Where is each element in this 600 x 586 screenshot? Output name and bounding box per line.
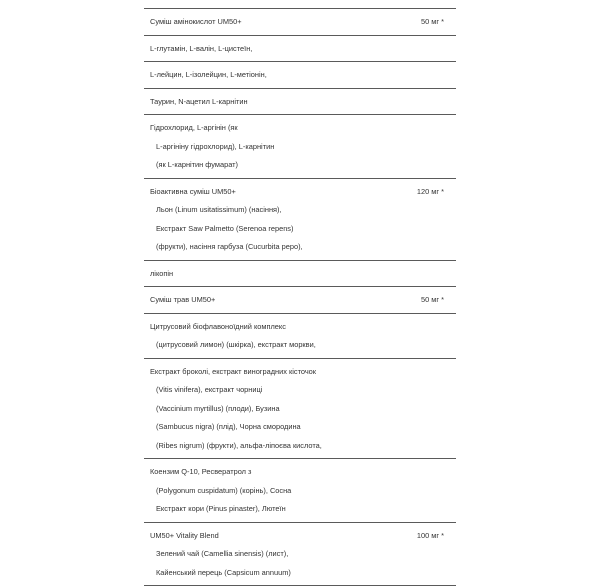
ingredient-text: L-аргініну гідрохлорид), L-карнітин <box>144 138 456 157</box>
amount-value: 100 мг * <box>417 527 444 546</box>
ingredient-text: L-лейцин, L-ізолейцин, L-метіонін, <box>144 66 456 85</box>
ingredient-text: Біоактивна суміш UM50+ <box>144 183 456 202</box>
table-row <box>144 62 456 89</box>
ingredient-text: L-глутамін, L-валін, L-цистеїн, <box>144 40 456 59</box>
ingredient-text: Зелений чай (Camellia sinensis) (лист), <box>144 545 456 564</box>
ingredient-text: (Polygonum cuspidatum) (корінь), Сосна <box>144 482 456 501</box>
ingredient-text: (Sambucus nigra) (плід), Чорна смородина <box>144 418 456 437</box>
ingredient-text: Кайенський перець (Capsicum annuum) <box>144 564 456 583</box>
ingredient-text: Цитрусовий біофлавоноїдний комплекс <box>144 318 456 337</box>
ingredient-text: Екстракт кори (Pinus pinaster), Лютеїн <box>144 500 456 519</box>
ingredient-text: Таурин, N-ацетил L-карнітин <box>144 93 456 112</box>
table-row <box>144 459 456 523</box>
table-row <box>144 314 456 359</box>
ingredient-text: лікопін <box>144 265 456 284</box>
ingredient-text: Екстракт Saw Palmetto (Serenoa repens) <box>144 220 456 239</box>
ingredient-text: Суміш амінокислот UM50+ <box>144 13 456 32</box>
ingredient-text: Гідрохлорид, L-аргінін (як <box>144 119 456 138</box>
table-row <box>144 115 456 179</box>
ingredient-text: Суміш трав UM50+ <box>144 291 456 310</box>
supplement-facts-table <box>144 8 456 586</box>
amount-value: 120 мг * <box>417 183 444 202</box>
ingredient-text: Екстракт броколі, екстракт виноградних кісточок <box>144 363 456 382</box>
ingredient-text: Коензим Q-10, Ресвератрол з <box>144 463 456 482</box>
amount-value: 50 мг * <box>421 13 444 32</box>
table-row <box>144 359 456 460</box>
table-row <box>144 261 456 288</box>
ingredient-text: (Vaccinium myrtillus) (плоди), Бузина <box>144 400 456 419</box>
amount-value: 50 мг * <box>421 291 444 310</box>
ingredient-text: (як L-карнітин фумарат) <box>144 156 456 175</box>
ingredient-text: (фрукти), насіння гарбуза (Cucurbita pepo), <box>144 238 456 257</box>
table-row <box>144 89 456 116</box>
ingredient-text: Льон (Linum usitatissimum) (насіння), <box>144 201 456 220</box>
ingredient-text: (Ribes nigrum) (фрукти), альфа-ліпоєва кислота, <box>144 437 456 456</box>
table-row <box>144 9 456 36</box>
table-row <box>144 179 456 261</box>
ingredient-text: UM50+ Vitality Blend <box>144 527 456 546</box>
ingredient-text: (Vitis vinifera), екстракт чорниці <box>144 381 456 400</box>
table-row <box>144 36 456 63</box>
table-row <box>144 287 456 314</box>
table-row <box>144 523 456 586</box>
ingredient-text: (цитрусовий лимон) (шкірка), екстракт моркви, <box>144 336 456 355</box>
